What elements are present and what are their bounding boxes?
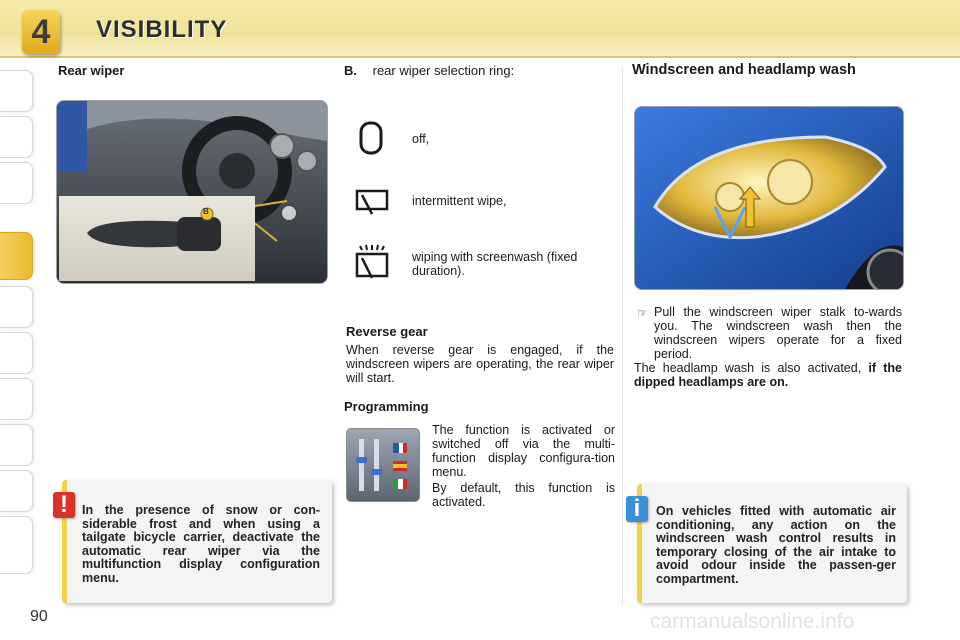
side-tab-9[interactable] [0, 470, 33, 512]
selection-ring-letter: B. [344, 63, 357, 78]
reverse-gear-text: When reverse gear is engaged, if the windscreen wipers are operating, the rear wiper will start. [346, 343, 614, 385]
chapter-title: VISIBILITY [96, 16, 228, 43]
selection-ring-intro [344, 63, 514, 78]
programming-text-1: The function is activated or switched off via the multi-function display configura-tion menu. [432, 423, 615, 479]
windscreen-wash-bullet: Pull the windscreen wiper stalk to-wards you. The windscreen wash then the windscreen wipers operate for a fixed period. [654, 305, 902, 361]
programming-text-2: By default, this function is activated. [432, 481, 615, 509]
rear-wiper-stalk-photo [56, 100, 328, 284]
option-intermittent-text: intermittent wipe, [412, 194, 507, 208]
headlamp-illustration [635, 107, 903, 289]
reverse-gear-heading: Reverse gear [346, 324, 428, 339]
info-icon: i [626, 496, 648, 522]
option-off-text: off, [412, 132, 430, 146]
info-notice-text: On vehicles fitted with automatic air conditioning, any action on the windscreen wash control results in temporary closing of the air intake to avoid odour inside the passen-ger compartment. [656, 504, 896, 586]
programming-heading: Programming [344, 399, 429, 414]
side-tab-7[interactable] [0, 378, 33, 420]
side-tab-3[interactable] [0, 162, 33, 204]
side-tab-4-active[interactable] [0, 232, 33, 280]
side-tab-8[interactable] [0, 424, 33, 466]
headlamp-photo [634, 106, 904, 290]
side-tab-1[interactable] [0, 70, 33, 112]
header-rule [0, 56, 960, 58]
dashboard-illustration [57, 101, 327, 283]
side-tab-10[interactable] [0, 516, 33, 574]
headlamp-wash-text [634, 361, 902, 389]
chapter-number-badge: 4 [22, 10, 60, 54]
config-menu-icon [347, 429, 419, 501]
page-number: 90 [30, 608, 48, 625]
side-tab-5[interactable] [0, 286, 33, 328]
wiper-off-icon [356, 120, 388, 156]
side-tab-6[interactable] [0, 332, 33, 374]
bullet-hand-icon: ☞ [637, 306, 648, 320]
warning-notice-text: In the presence of snow or con-siderable frost and when using a tailgate bicycle carrier, deactivate the automatic rear wiper via the multifunction display configuration menu. [82, 503, 320, 585]
display-config-thumbnail [346, 428, 420, 502]
intermittent-wipe-icon [354, 186, 390, 220]
selection-ring-text: rear wiper selection ring: [372, 63, 515, 78]
warning-icon: ! [53, 492, 75, 518]
option-screenwash-text: wiping with screenwash (fixed duration). [412, 250, 578, 278]
column-divider [622, 66, 623, 606]
headlamp-wash-text-bold: if the dipped headlamps are on. [634, 361, 903, 389]
windscreen-wash-heading: Windscreen and headlamp wash [632, 62, 856, 78]
rear-wiper-heading: Rear wiper [58, 63, 125, 78]
wipe-screenwash-icon [354, 244, 390, 282]
diagram-callout-b: B [203, 207, 209, 216]
side-tab-2[interactable] [0, 116, 33, 158]
headlamp-wash-text-plain: The headlamp wash is also activated, [634, 361, 869, 375]
footer-watermark-url[interactable]: carmanualsonline.info [650, 610, 855, 633]
